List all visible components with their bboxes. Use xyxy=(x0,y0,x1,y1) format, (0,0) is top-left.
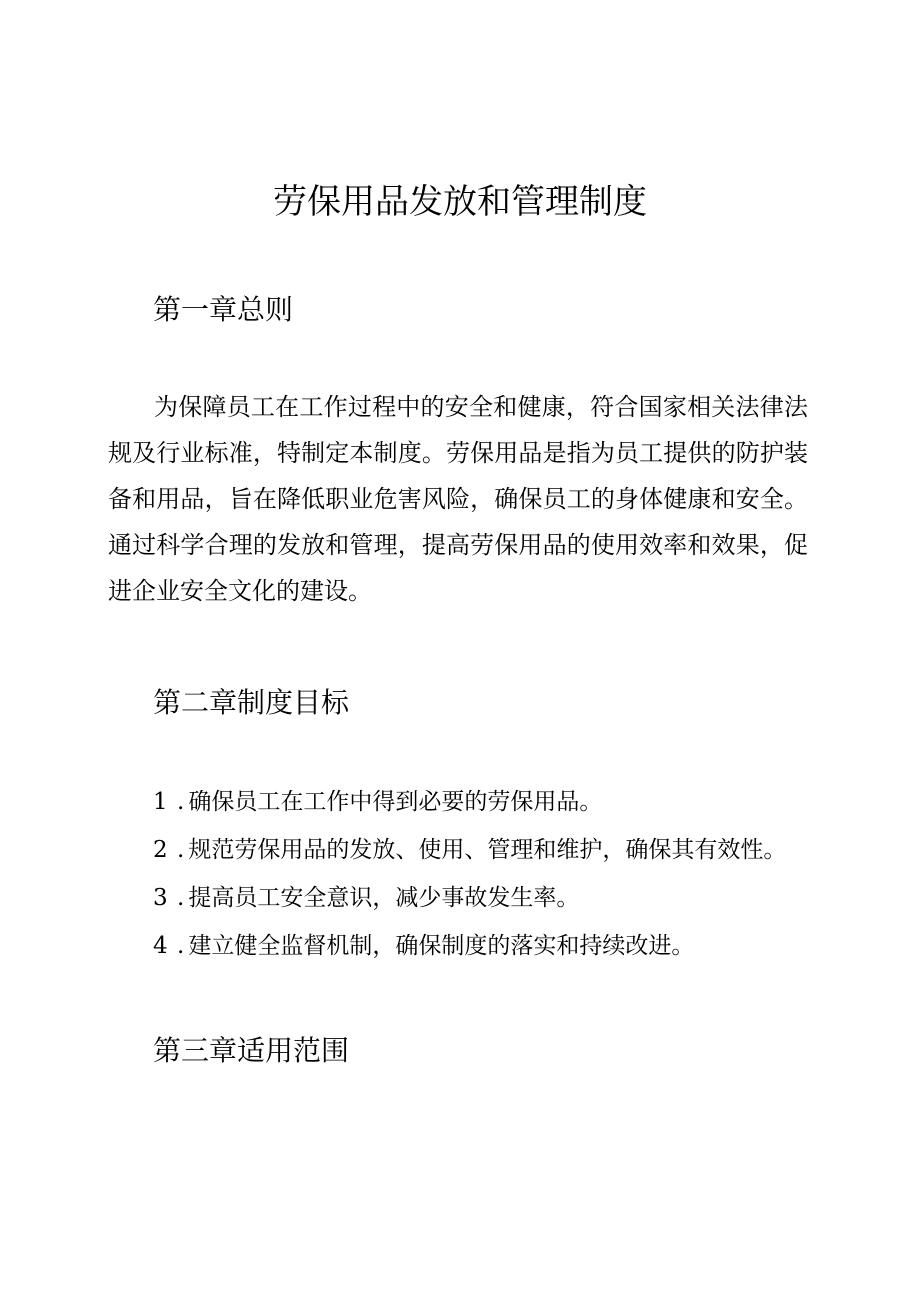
list-item xyxy=(153,922,786,970)
list-item-number: 2 xyxy=(153,837,168,863)
chapter-1-paragraph: 为保障员工在工作过程中的安全和健康，符合国家相关法律法规及行业标准，特制定本制度。劳保用品是指为员工提供的防护装备和用品，旨在降低职业危害风险，确保员工的身体健康和安全。通过科学合理的发放和管理，提高劳保用品的使用效率和效果，促进企业安全文化的建设。 xyxy=(108,393,808,605)
list-item xyxy=(153,874,786,922)
chapter-1-heading: 第一章总则 xyxy=(153,293,294,326)
list-item-number: 1 xyxy=(153,789,168,815)
list-item-separator: . xyxy=(177,789,185,815)
list-item-separator: . xyxy=(177,837,185,863)
list-item-text: 规范劳保用品的发放、使用、管理和维护，确保其有效性。 xyxy=(188,837,787,863)
list-item-separator: . xyxy=(177,885,185,911)
list-item-number: 3 xyxy=(153,885,168,911)
list-item-text: 确保员工在工作中得到必要的劳保用品。 xyxy=(188,789,603,815)
document-title: 劳保用品发放和管理制度 xyxy=(273,182,647,222)
list-item xyxy=(153,826,786,874)
chapter-3-heading: 第三章适用范围 xyxy=(153,1034,350,1067)
goal-list xyxy=(153,778,786,970)
list-item xyxy=(153,778,786,826)
list-item-text: 提高员工安全意识，减少事故发生率。 xyxy=(188,885,580,911)
list-item-text: 建立健全监督机制，确保制度的落实和持续改进。 xyxy=(188,933,695,959)
list-item-number: 4 xyxy=(153,933,168,959)
list-item-separator: . xyxy=(177,933,185,959)
chapter-2-heading: 第二章制度目标 xyxy=(153,686,350,719)
